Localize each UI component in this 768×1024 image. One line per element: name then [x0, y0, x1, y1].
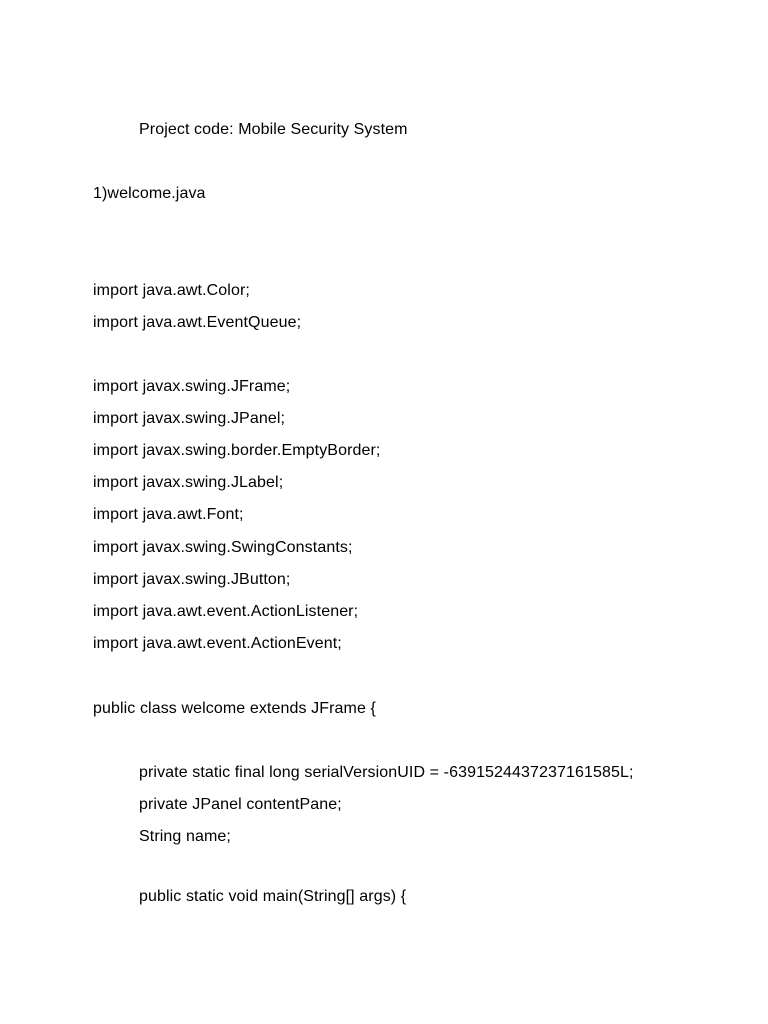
- code-line: public class welcome extends JFrame {: [93, 700, 376, 717]
- document-title: Project code: Mobile Security System: [139, 121, 408, 138]
- code-line: import javax.swing.SwingConstants;: [93, 539, 353, 556]
- code-line: import javax.swing.JFrame;: [93, 378, 291, 395]
- code-line: import java.awt.event.ActionListener;: [93, 603, 359, 620]
- section-heading: 1)welcome.java: [93, 185, 206, 202]
- code-line: import java.awt.EventQueue;: [93, 314, 302, 331]
- code-line: String name;: [139, 828, 231, 845]
- code-line: import javax.swing.border.EmptyBorder;: [93, 442, 381, 459]
- code-line: import javax.swing.JButton;: [93, 571, 291, 588]
- code-line: import java.awt.event.ActionEvent;: [93, 635, 342, 652]
- code-line: private JPanel contentPane;: [139, 796, 342, 813]
- code-line: import javax.swing.JPanel;: [93, 410, 286, 427]
- code-line: public static void main(String[] args) {: [139, 888, 407, 905]
- code-line: import javax.swing.JLabel;: [93, 474, 284, 491]
- code-line: private static final long serialVersionUID = -6391524437237161585L;: [139, 764, 634, 781]
- code-line: import java.awt.Font;: [93, 506, 244, 523]
- code-line: import java.awt.Color;: [93, 282, 250, 299]
